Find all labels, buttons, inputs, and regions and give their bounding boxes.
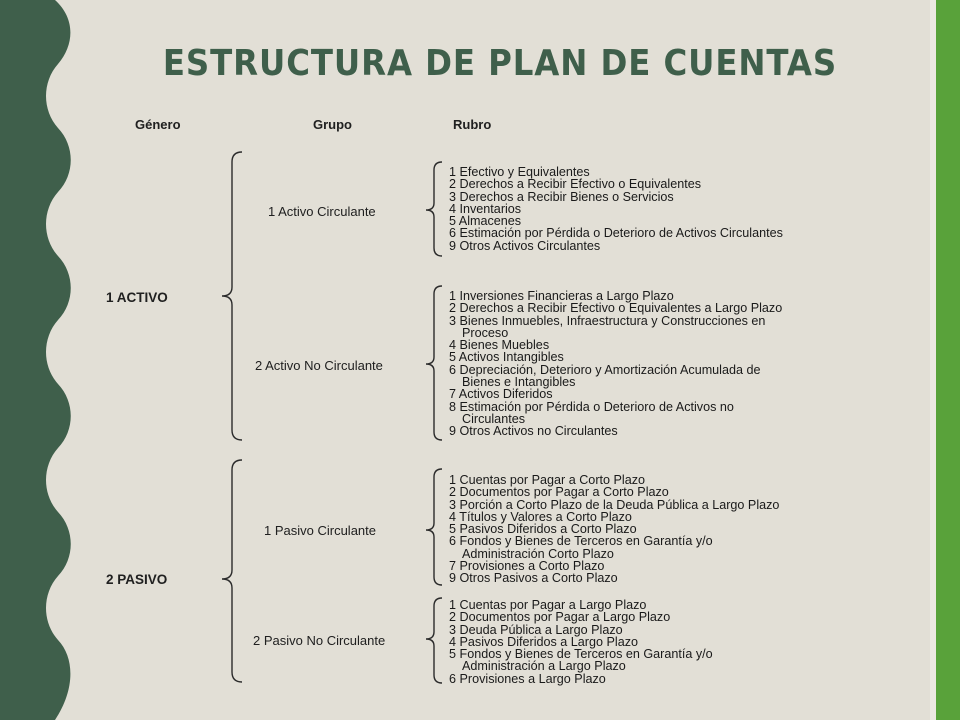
- header-genero: Género: [135, 117, 181, 132]
- header-grupo: Grupo: [313, 117, 352, 132]
- list-item: 3 Bienes Inmuebles, Infraestructura y Construcciones en: [449, 313, 766, 328]
- list-item: 2 Derechos a Recibir Efectivo o Equivalentes: [449, 177, 702, 192]
- list-item: 4 Pasivos Diferidos a Largo Plazo: [449, 634, 639, 649]
- brace-pasivo-no-circulante: [426, 598, 442, 683]
- brace-activo-no-circulante: [426, 286, 442, 440]
- rubros-activo-circulante: [449, 166, 783, 252]
- list-item: Circulantes: [462, 411, 525, 426]
- list-item: Administración Corto Plazo: [462, 546, 614, 561]
- list-item: 5 Pasivos Diferidos a Corto Plazo: [449, 522, 637, 537]
- grupo-pasivo-circulante: 1 Pasivo Circulante: [264, 523, 376, 538]
- list-item: 6 Estimación por Pérdida o Deterioro de Activos Circulantes: [449, 226, 783, 241]
- list-item: 1 Efectivo y Equivalentes: [449, 165, 590, 179]
- list-item: Administración a Largo Plazo: [462, 659, 626, 674]
- rubros-pasivo-no-circulante: [449, 599, 713, 685]
- grupo-activo-circulante: 1 Activo Circulante: [268, 204, 376, 219]
- page-title: ESTRUCTURA DE PLAN DE CUENTAS: [162, 43, 838, 84]
- list-item: 4 Inventarios: [449, 201, 522, 216]
- list-item: 5 Activos Intangibles: [449, 350, 564, 365]
- list-item: 9 Otros Pasivos a Corto Plazo: [449, 571, 618, 586]
- list-item: 7 Activos Diferidos: [449, 387, 553, 402]
- list-item: Proceso: [462, 325, 509, 340]
- list-item: 3 Porción a Corto Plazo de la Deuda Pública a Largo Plazo: [449, 497, 780, 512]
- list-item: 5 Almacenes: [449, 214, 522, 229]
- brace-pasivo-circulante: [426, 469, 442, 585]
- list-item: 6 Fondos y Bienes de Terceros en Garantía y/o: [449, 534, 713, 549]
- brace-activo: [222, 152, 242, 440]
- rubros-activo-no-circulante: [449, 290, 782, 438]
- list-item: 3 Derechos a Recibir Bienes o Servicios: [449, 189, 674, 204]
- brace-activo-circulante: [426, 162, 442, 256]
- genero-pasivo: 2 PASIVO: [106, 572, 168, 587]
- header-rubro: Rubro: [453, 117, 492, 132]
- list-item: 8 Estimación por Pérdida o Deterioro de Activos no: [449, 399, 734, 414]
- grupo-pasivo-no-circulante: 2 Pasivo No Circulante: [253, 633, 386, 648]
- list-item: 1 Cuentas por Pagar a Largo Plazo: [449, 598, 647, 612]
- list-item: 6 Depreciación, Deterioro y Amortización Acumulada de: [449, 362, 761, 377]
- grupo-activo-no-circulante: 2 Activo No Circulante: [255, 358, 383, 373]
- list-item: 4 Títulos y Valores a Corto Plazo: [449, 509, 632, 524]
- list-item: 5 Fondos y Bienes de Terceros en Garantía y/o: [449, 647, 713, 662]
- brace-pasivo: [222, 460, 242, 682]
- list-item: 2 Documentos por Pagar a Largo Plazo: [449, 610, 671, 625]
- list-item: 9 Otros Activos Circulantes: [449, 238, 601, 253]
- list-item: 9 Otros Activos no Circulantes: [449, 424, 618, 439]
- list-item: 4 Bienes Muebles: [449, 338, 550, 353]
- list-item: 3 Deuda Pública a Largo Plazo: [449, 622, 623, 637]
- list-item: 2 Derechos a Recibir Efectivo o Equivalentes a Largo Plazo: [449, 301, 783, 316]
- genero-activo: 1 ACTIVO: [106, 290, 168, 305]
- list-item: 6 Provisiones a Largo Plazo: [449, 671, 606, 686]
- list-item: 1 Inversiones Financieras a Largo Plazo: [449, 289, 674, 303]
- rubros-pasivo-circulante: [449, 474, 779, 585]
- list-item: 1 Cuentas por Pagar a Corto Plazo: [449, 473, 646, 487]
- list-item: 7 Provisiones a Corto Plazo: [449, 559, 605, 574]
- list-item: 2 Documentos por Pagar a Corto Plazo: [449, 485, 669, 500]
- list-item: Bienes e Intangibles: [462, 375, 576, 390]
- decorative-wave-band: [0, 0, 80, 720]
- right-accent-bar: [936, 0, 960, 720]
